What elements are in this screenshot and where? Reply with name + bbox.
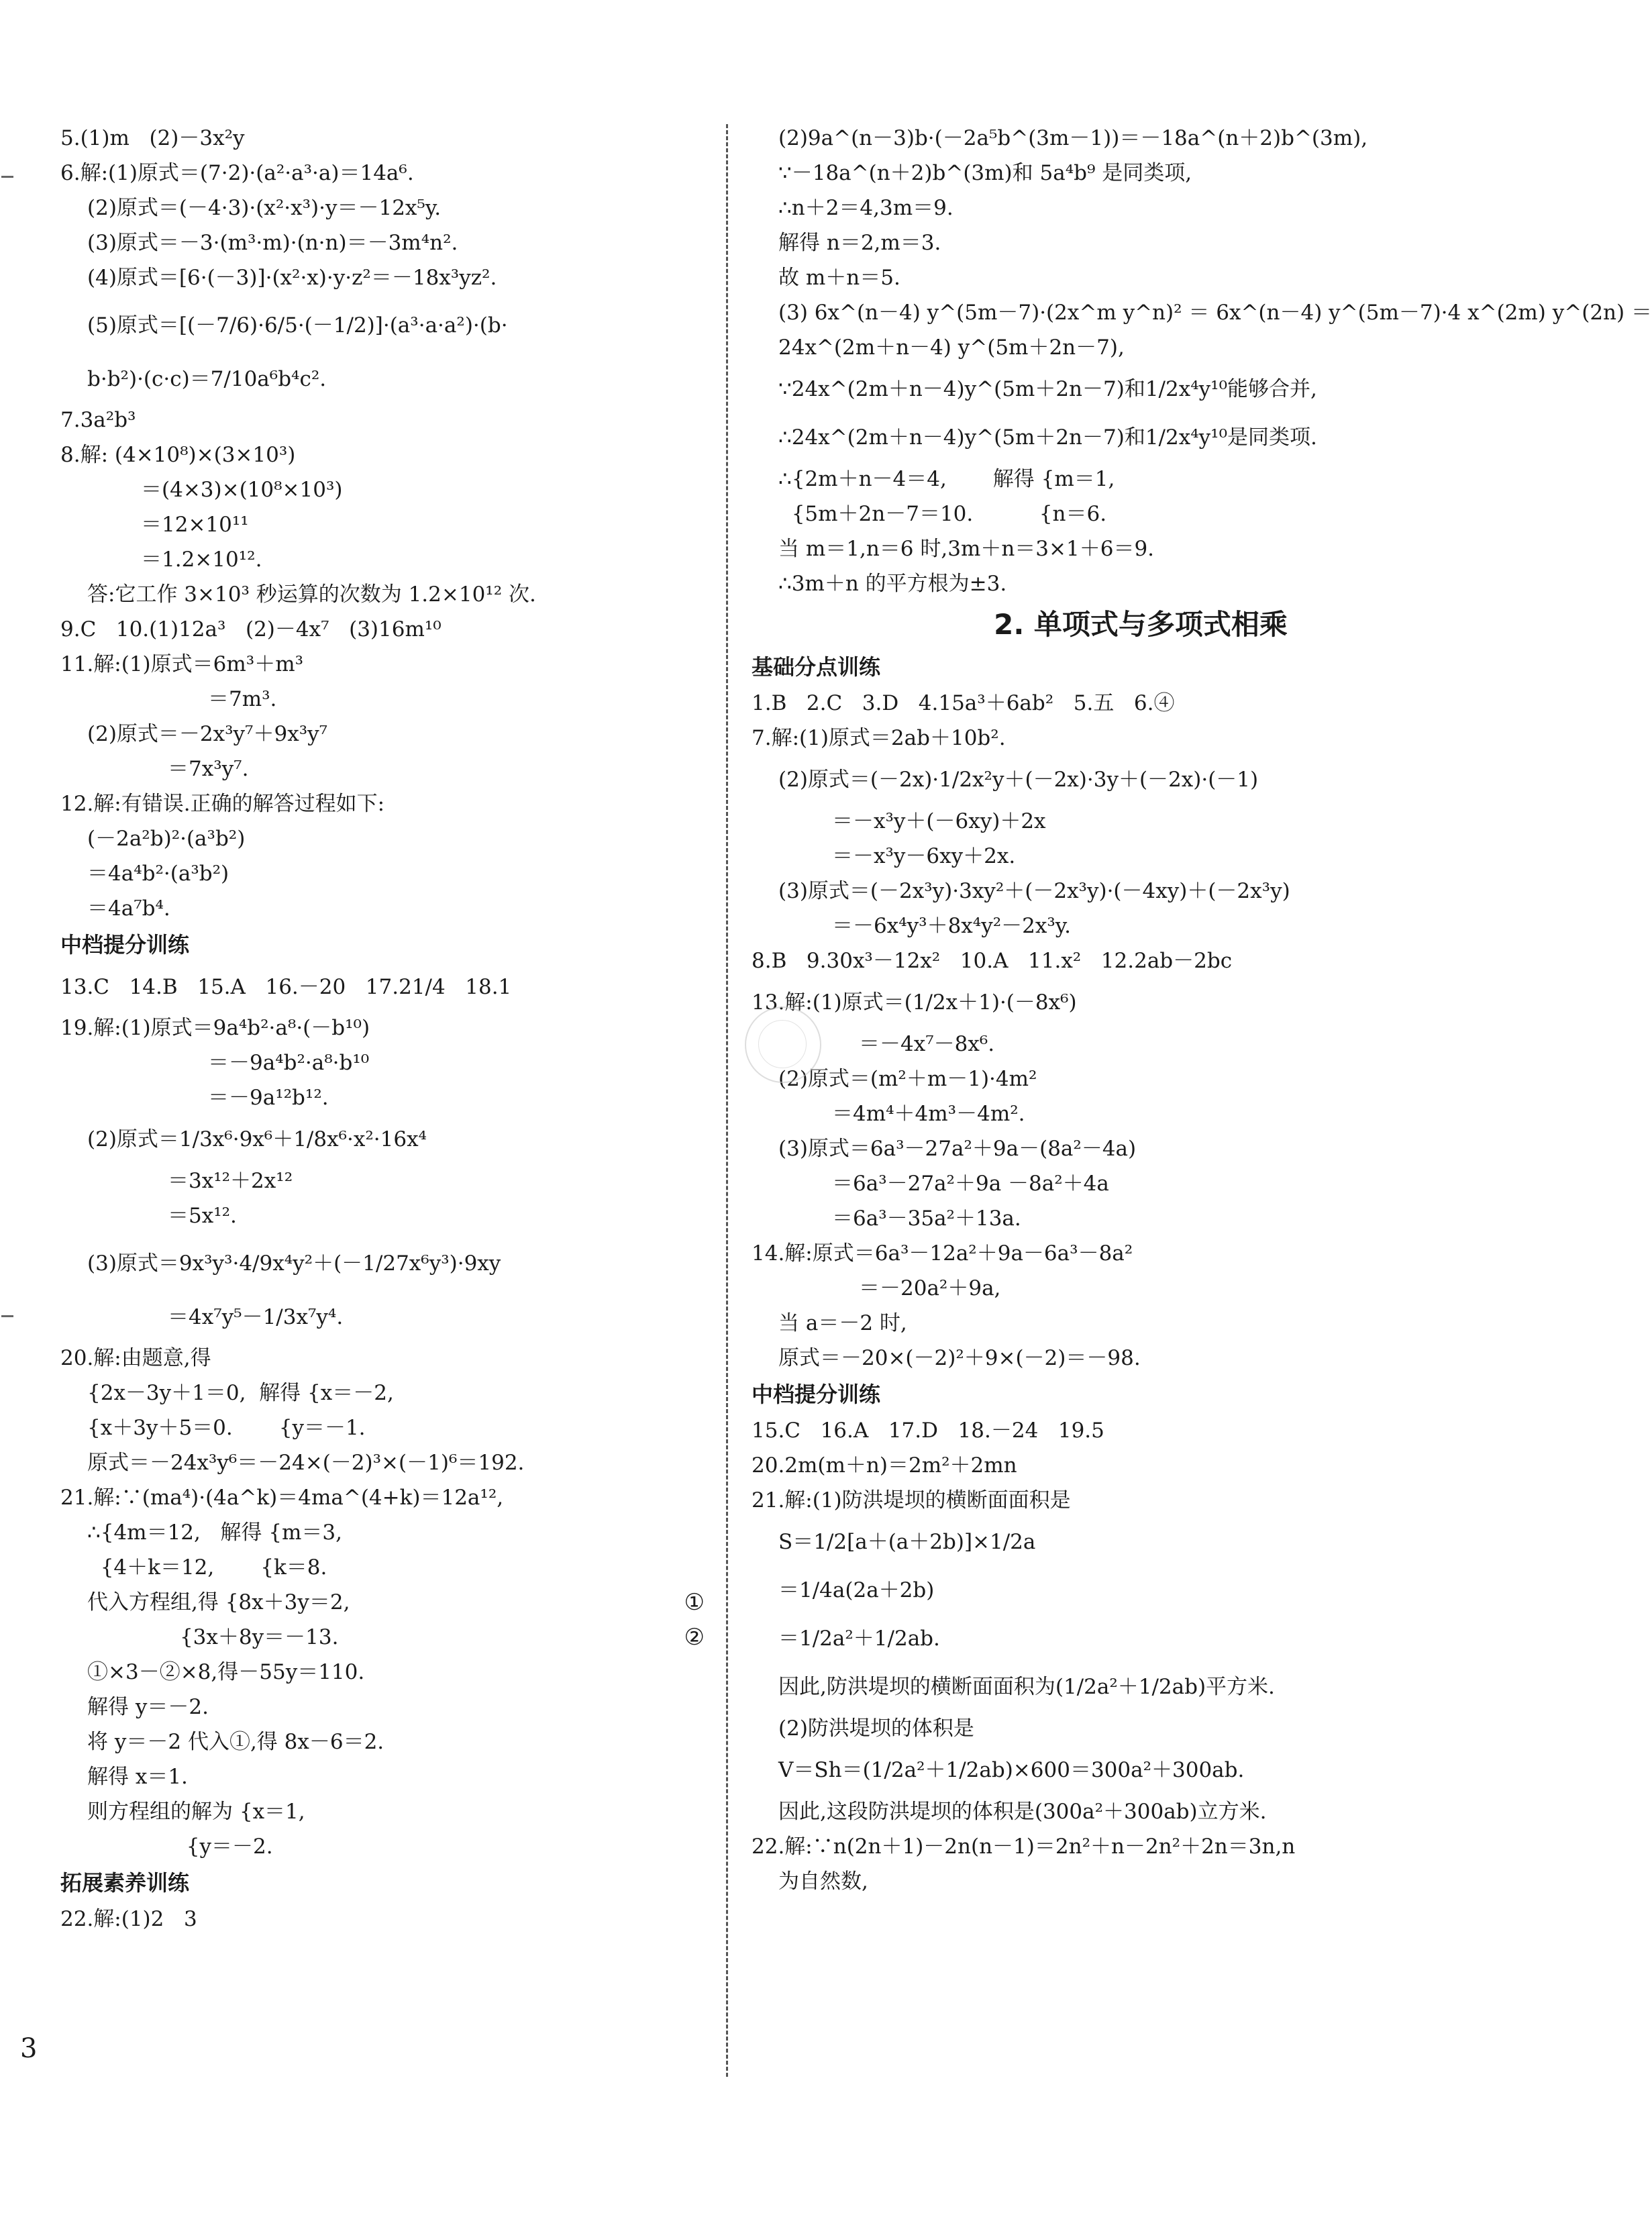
answer-line	[60, 156, 705, 191]
line-text: (3)原式＝6a³－27a²＋9a－(8a²－4a)	[778, 1137, 1137, 1161]
line-text: ＝1.2×10¹².	[141, 548, 262, 572]
right-column	[752, 121, 1652, 1899]
line-text: 代入方程组,得 {8x＋3y＝2,	[87, 1590, 350, 1614]
answer-line	[752, 1448, 1423, 1483]
answer-line	[60, 1080, 705, 1115]
line-text: ＝－4x⁷－8x⁶.	[859, 1032, 995, 1056]
line-text: 20.2m(m＋n)＝2m²＋2mn	[752, 1453, 1017, 1478]
line-text: 20.解:由题意,得	[60, 1346, 211, 1370]
line-text: ＝1/4a(2a＋2b)	[778, 1578, 935, 1602]
line-text: 8.解: (4×10⁸)×(3×10³)	[60, 443, 296, 467]
line-text: ＝12×10¹¹	[141, 513, 249, 537]
section-heading	[752, 1376, 1423, 1413]
answer-line	[60, 1585, 705, 1620]
answer-line	[60, 438, 705, 472]
answer-line	[60, 1410, 705, 1445]
answer-line	[752, 1746, 1423, 1794]
line-text: ＝－x³y－6xy＋2x.	[832, 844, 1016, 868]
page-number: 3	[20, 2033, 38, 2064]
answer-line	[60, 191, 705, 225]
line-text: ＝－6x⁴y³＋8x⁴y²－2x³y.	[832, 914, 1072, 938]
line-text: 原式＝－20×(－2)²＋9×(－2)＝－98.	[778, 1346, 1141, 1370]
line-text: (2)防洪堤坝的体积是	[778, 1716, 974, 1741]
answer-line	[60, 891, 705, 926]
line-text: ＝1/2a²＋1/2ab.	[778, 1627, 940, 1651]
line-text: 19.解:(1)原式＝9a⁴b²·a⁸·(－b¹⁰)	[60, 1016, 370, 1040]
line-text: ＝7x³y⁷.	[168, 757, 249, 781]
answer-line	[752, 1166, 1423, 1201]
answer-line	[752, 191, 1423, 225]
line-text: ＝3x¹²＋2x¹²	[168, 1169, 293, 1193]
line-text: 则方程组的解为 {x＝1,	[87, 1800, 305, 1824]
line-text: 答:它工作 3×10³ 秒运算的次数为 1.2×10¹² 次.	[87, 582, 536, 607]
answer-line	[60, 1515, 705, 1550]
line-text: 12.解:有错误.正确的解答过程如下:	[60, 792, 385, 816]
answer-line	[752, 497, 1423, 531]
line-text: ＝－9a¹²b¹².	[208, 1086, 329, 1110]
line-text: 解得 y＝－2.	[87, 1695, 209, 1719]
line-text: 13.C 14.B 15.A 16.－20 17.21/4 18.1	[60, 975, 512, 999]
line-text: 为自然数,	[778, 1869, 868, 1894]
line-text: 1.B 2.C 3.D 4.15a³＋6ab² 5.五 6.④	[752, 691, 1175, 715]
answer-line	[60, 1620, 705, 1655]
line-text: 原式＝－24x³y⁶＝－24×(－2)³×(－1)⁶＝192.	[87, 1451, 525, 1475]
line-text: 中档提分训练	[752, 1382, 881, 1407]
line-text: ＝－9a⁴b²·a⁸·b¹⁰	[208, 1051, 370, 1075]
equation-number: ①	[684, 1589, 705, 1616]
line-text: (3)原式＝(－2x³y)·3xy²＋(－2x³y)·(－4xy)＋(－2x³y)	[778, 879, 1290, 903]
line-text: ＝7m³.	[208, 687, 277, 711]
margin-mark	[1, 176, 13, 178]
line-text: 因此,这段防洪堤坝的体积是(300a²＋300ab)立方米.	[778, 1800, 1267, 1824]
answer-line	[60, 647, 705, 682]
line-text: 拓展素养训练	[60, 1870, 190, 1896]
answer-line	[60, 1690, 705, 1725]
answer-line	[752, 1271, 1423, 1306]
chapter-title	[752, 601, 1423, 648]
line-text: 解得 n＝2,m＝3.	[778, 231, 941, 255]
answer-line	[60, 1550, 705, 1585]
answer-line	[60, 1115, 705, 1164]
line-text: ∴3m＋n 的平方根为±3.	[778, 572, 1007, 596]
margin-mark	[1, 1315, 13, 1317]
line-text: {2x－3y＋1＝0, 解得 {x＝－2,	[87, 1381, 394, 1405]
line-text: 将 y＝－2 代入①,得 8x－6＝2.	[87, 1730, 384, 1754]
line-text: ＝－20a²＋9a,	[859, 1276, 1001, 1300]
line-text: 8.B 9.30x³－12x² 10.A 11.x² 12.2ab－2bc	[752, 949, 1233, 973]
answer-line	[752, 1864, 1423, 1899]
line-text: (2)原式＝(－4·3)·(x²·x³)·y＝－12x⁵y.	[87, 196, 442, 220]
line-text: 中档提分训练	[60, 932, 190, 958]
answer-line	[60, 717, 705, 752]
answer-line	[60, 1902, 705, 1937]
answer-line	[60, 225, 705, 260]
answer-line	[752, 330, 1423, 365]
section-heading	[752, 648, 1423, 686]
line-text: ＝6a³－27a²＋9a －8a²＋4a	[832, 1172, 1109, 1196]
answer-line	[752, 1131, 1423, 1166]
line-text: ∴{2m＋n－4＝4, 解得 {m＝1,	[778, 467, 1115, 491]
answer-line	[60, 856, 705, 891]
answer-line	[60, 1445, 705, 1480]
answer-line	[752, 1794, 1423, 1829]
line-text: ＝4a⁴b²·(a³b²)	[87, 862, 229, 886]
answer-line	[60, 1341, 705, 1376]
answer-line	[60, 682, 705, 717]
answer-line	[60, 1655, 705, 1690]
line-text: 21.解:(1)防洪堤坝的横断面面积是	[752, 1488, 1071, 1512]
answer-line	[752, 156, 1423, 191]
answer-line	[752, 1306, 1423, 1341]
line-text: 13.解:(1)原式＝(1/2x＋1)·(－8x⁶)	[752, 990, 1077, 1015]
answer-line	[752, 365, 1423, 413]
line-text: ①×3－②×8,得－55y＝110.	[87, 1660, 365, 1684]
answer-line	[60, 1829, 705, 1864]
line-text: ∴n＋2＝4,3m＝9.	[778, 196, 953, 220]
line-text: 14.解:原式＝6a³－12a²＋9a－6a³－8a²	[752, 1241, 1133, 1266]
answer-line	[60, 1164, 705, 1198]
line-text: 21.解:∵(ma⁴)·(4a^k)＝4ma^(4+k)＝12a¹²,	[60, 1486, 504, 1510]
answer-line	[752, 260, 1423, 295]
line-text: 22.解:∵n(2n＋1)－2n(n－1)＝2n²＋n－2n²＋2n＝3n,n	[752, 1835, 1296, 1859]
answer-line	[752, 1027, 1423, 1062]
line-text: 2. 单项式与多项式相乘	[994, 608, 1288, 641]
line-text: ∴{4m＝12, 解得 {m＝3,	[87, 1521, 342, 1545]
answer-line	[60, 1759, 705, 1794]
answer-line	[752, 1096, 1423, 1131]
line-text: ＝4a⁷b⁴.	[87, 896, 170, 921]
answer-line	[60, 1233, 705, 1294]
line-text: ∵－18a^(n＋2)b^(3m)和 5a⁴b⁹ 是同类项,	[778, 161, 1192, 185]
line-text: {3x＋8y＝－13.	[87, 1625, 339, 1649]
answer-line	[60, 1045, 705, 1080]
line-text: (－2a²b)²·(a³b²)	[87, 827, 246, 851]
line-text: ＝4m⁴＋4m³－4m².	[832, 1102, 1025, 1126]
answer-line	[752, 874, 1423, 909]
answer-line	[60, 295, 705, 356]
line-text: ＝－x³y＋(－6xy)＋2x	[832, 809, 1046, 833]
section-heading	[60, 1864, 705, 1902]
answer-line	[752, 1062, 1423, 1096]
line-text: 9.C 10.(1)12a³ (2)－4x⁷ (3)16m¹⁰	[60, 617, 442, 641]
line-text: 7.解:(1)原式＝2ab＋10b².	[752, 726, 1006, 750]
answer-line	[60, 1011, 705, 1045]
line-text: V＝Sh＝(1/2a²＋1/2ab)×600＝300a²＋300ab.	[778, 1758, 1245, 1782]
line-text: ＝4x⁷y⁵－1/3x⁷y⁴.	[168, 1305, 344, 1329]
line-text: (2)原式＝－2x³y⁷＋9x³y⁷	[87, 722, 328, 746]
line-text: 6.解:(1)原式＝(7·2)·(a²·a³·a)＝14a⁶.	[60, 161, 414, 185]
answer-line	[60, 507, 705, 542]
answer-line	[60, 260, 705, 295]
line-text: 故 m＋n＝5.	[778, 266, 900, 290]
line-text: b·b²)·(c·c)＝7/10a⁶b⁴c².	[87, 367, 327, 391]
line-text: 基础分点训练	[752, 654, 881, 680]
answer-line	[752, 1711, 1423, 1746]
answer-line	[60, 821, 705, 856]
line-text: ＝6a³－35a²＋13a.	[832, 1206, 1021, 1231]
line-text: (2)原式＝(m²＋m－1)·4m²	[778, 1067, 1037, 1091]
answer-line	[60, 1376, 705, 1410]
line-text: S＝1/2[a＋(a＋2b)]×1/2a	[778, 1530, 1036, 1554]
answer-line	[752, 413, 1423, 462]
line-text: 5.(1)m (2)－3x²y	[60, 126, 245, 150]
line-text: 24x^(2m＋n－4) y^(5m＋2n－7),	[778, 336, 1125, 360]
answer-line	[752, 1341, 1423, 1376]
answer-line	[752, 462, 1423, 497]
line-text: ∵24x^(2m＋n－4)y^(5m＋2n－7)和1/2x⁴y¹⁰能够合并,	[778, 377, 1317, 401]
answer-line	[752, 721, 1423, 756]
answer-line	[60, 403, 705, 438]
answer-line	[60, 472, 705, 507]
answer-line	[60, 786, 705, 821]
line-text: 7.3a²b³	[60, 408, 136, 432]
line-text: {y＝－2.	[87, 1835, 273, 1859]
answer-line	[752, 1614, 1423, 1663]
answer-line	[60, 1294, 705, 1341]
line-text: ＝5x¹².	[168, 1204, 237, 1228]
answer-line	[752, 1518, 1423, 1566]
line-text: (2)原式＝1/3x⁶·9x⁶＋1/8x⁶·x²·16x⁴	[87, 1127, 427, 1151]
answer-line	[752, 943, 1423, 978]
line-text: (2)9a^(n－3)b·(－2a⁵b^(3m－1))＝－18a^(n＋2)b^(3m),	[778, 126, 1368, 150]
answer-line	[752, 1236, 1423, 1271]
line-text: ∴24x^(2m＋n－4)y^(5m＋2n－7)和1/2x⁴y¹⁰是同类项.	[778, 425, 1317, 450]
answer-line	[60, 121, 705, 156]
answer-line	[752, 804, 1423, 839]
line-text: 因此,防洪堤坝的横断面面积为(1/2a²＋1/2ab)平方米.	[778, 1675, 1275, 1699]
answer-line	[752, 1201, 1423, 1236]
line-text: (5)原式＝[(－7/6)·6/5·(－1/2)]·(a³·a·a²)·(b·	[87, 313, 508, 338]
line-text: 11.解:(1)原式＝6m³＋m³	[60, 652, 304, 676]
answer-line	[752, 566, 1423, 601]
answer-line	[752, 686, 1423, 721]
answer-line	[60, 964, 705, 1011]
answer-line	[60, 1198, 705, 1233]
section-heading	[60, 926, 705, 964]
answer-line	[752, 839, 1423, 874]
answer-line	[60, 542, 705, 577]
line-text: (3)原式＝9x³y³·4/9x⁴y²＋(－1/27x⁶y³)·9xy	[87, 1251, 501, 1276]
answer-line	[752, 1566, 1423, 1614]
line-text: 22.解:(1)2 3	[60, 1907, 197, 1931]
answer-line	[752, 1483, 1423, 1518]
answer-line	[60, 1725, 705, 1759]
line-text: (3) 6x^(n－4) y^(5m－7)·(2x^m y^n)² ＝ 6x^(n－4) y^(5m－7)·4 x^(2m) y^(2n) ＝	[778, 301, 1652, 325]
line-text: {x＋3y＋5＝0. {y＝－1.	[87, 1416, 366, 1440]
line-text: ＝(4×3)×(10⁸×10³)	[141, 478, 343, 502]
answer-line	[60, 1480, 705, 1515]
answer-line	[752, 121, 1423, 156]
line-text: (4)原式＝[6·(－3)]·(x²·x)·y·z²＝－18x³yz².	[87, 266, 497, 290]
equation-number: ②	[684, 1624, 705, 1651]
answer-line	[60, 752, 705, 786]
line-text: {4＋k＝12, {k＝8.	[87, 1555, 327, 1580]
answer-line	[60, 612, 705, 647]
line-text: 解得 x＝1.	[87, 1765, 188, 1789]
answer-line	[60, 577, 705, 612]
answer-line	[60, 1794, 705, 1829]
answer-line	[752, 225, 1423, 260]
line-text: (2)原式＝(－2x)·1/2x²y＋(－2x)·3y＋(－2x)·(－1)	[778, 768, 1259, 792]
answer-line	[752, 1663, 1423, 1711]
answer-line	[752, 978, 1423, 1027]
answer-line	[752, 1829, 1423, 1864]
line-text: 当 a＝－2 时,	[778, 1311, 907, 1335]
answer-line	[752, 909, 1423, 943]
answer-line	[752, 756, 1423, 804]
line-text: (3)原式＝－3·(m³·m)·(n·n)＝－3m⁴n².	[87, 231, 458, 255]
watermark-stamp	[745, 1007, 821, 1083]
answer-line	[752, 1413, 1423, 1448]
line-text: 15.C 16.A 17.D 18.－24 19.5	[752, 1419, 1104, 1443]
answer-line	[752, 531, 1423, 566]
left-column	[60, 121, 705, 1937]
line-text: {5m＋2n－7＝10. {n＝6.	[778, 502, 1107, 526]
line-text: 当 m＝1,n＝6 时,3m＋n＝3×1＋6＝9.	[778, 537, 1155, 561]
answer-line	[752, 295, 1652, 330]
answer-line	[60, 356, 705, 403]
column-divider	[726, 124, 728, 2077]
